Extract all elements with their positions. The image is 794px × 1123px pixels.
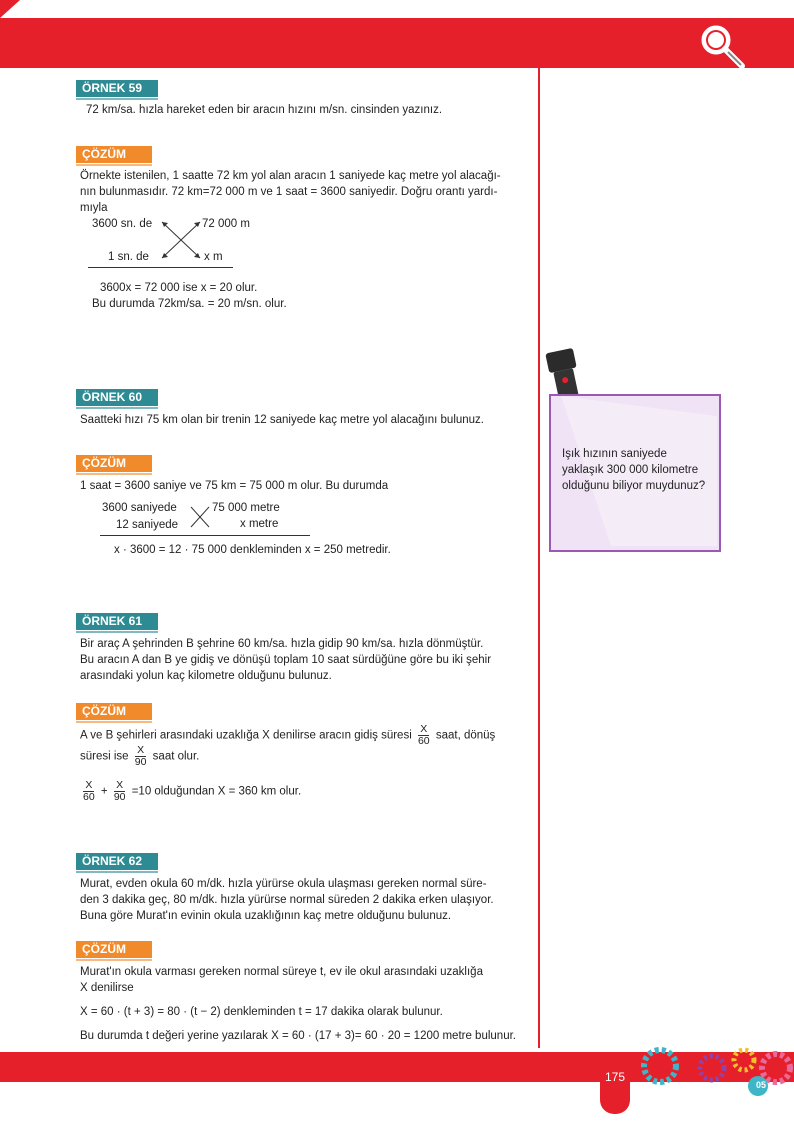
example-60-question: Saatteki hızı 75 km olan bir trenin 12 saniyede kaç metre yol alacağını bulunuz. — [80, 414, 485, 426]
proportion-a: 3600 saniyede — [102, 502, 177, 514]
unit-badge: 05 — [755, 1080, 766, 1090]
question-line: den 3 dakika geç, 80 m/dk. hızla yürürse normal süreden 2 dakika erken ulaşıyor. — [80, 894, 494, 906]
example-59-solution-header: ÇÖZÜM — [76, 146, 152, 163]
result-line: 3600x = 72 000 ise x = 20 olur. — [100, 282, 258, 294]
example-62-question — [80, 876, 532, 924]
cross-arrows-icon — [158, 218, 204, 262]
example-61-question — [80, 636, 532, 684]
solution-line: Örnekte istenilen, 1 saatte 72 km yol alan aracın 1 saniyede kaç metre yol alacağı- — [80, 170, 501, 182]
gears-decoration-icon — [640, 1040, 794, 1100]
question-line: Bir araç A şehrinden B şehrine 60 km/sa. hızla gidip 90 km/sa. hızla dönmüştür. — [80, 638, 484, 650]
proportion-b: 72 000 m — [202, 218, 250, 230]
example-62-solution-header: ÇÖZÜM — [76, 941, 152, 958]
example-61-solution-header: ÇÖZÜM — [76, 703, 152, 720]
solution-line: mıyla — [80, 202, 108, 214]
example-59-question: 72 km/sa. hızla hareket eden bir aracın hızını m/sn. cinsinden yazınız. — [86, 104, 443, 116]
fraction-x-60: $\frac{X}{60}$ — [417, 723, 430, 747]
solution-line: nın bulunmasıdır. 72 km=72 000 m ve 1 saat = 3600 saniyedir. Doğru orantı yardı- — [80, 186, 498, 198]
cross-arrows-icon — [188, 504, 212, 530]
result-line: Bu durumda 72km/sa. = 20 m/sn. olur. — [92, 298, 287, 310]
proportion-a: 3600 sn. de — [92, 218, 153, 230]
fraction-x-90: $\frac{X}{90}$ — [134, 744, 147, 768]
proportion-d: x m — [204, 251, 223, 263]
example-62-solution — [80, 964, 532, 1044]
top-banner — [0, 18, 794, 68]
solution-line: Bu durumda t değeri yerine yazılarak X = 60 · (17 + 3)= 60 · 20 = 1200 metre bulunur. — [80, 1030, 516, 1042]
proportion-underline — [100, 535, 310, 536]
example-62-header: ÖRNEK 62 — [76, 853, 158, 870]
question-line: arasındaki yolun kaç kilometre olduğunu bulunuz. — [80, 670, 332, 682]
example-60-result: x · 3600 = 12 · 75 000 denkleminden x = 250 metredir. — [114, 544, 391, 556]
example-59-header: ÖRNEK 59 — [76, 80, 158, 97]
example-61-result: $\frac{X}{60}$ + $\frac{X}{90}$ =10 olduğundan X = 360 km olur. — [83, 779, 302, 803]
fraction-x-60: $\frac{X}{60}$ — [83, 779, 95, 803]
example-60-header: ÖRNEK 60 — [76, 389, 158, 406]
question-line: Buna göre Murat'ın evinin okula uzaklığının kaç metre olduğunu bulunuz. — [80, 910, 452, 922]
proportion-d: x metre — [240, 518, 279, 530]
example-61-header: ÖRNEK 61 — [76, 613, 158, 630]
question-line: Murat, evden okula 60 m/dk. hızla yürürse okula ulaşması gereken normal süre- — [80, 878, 487, 890]
proportion-b: 75 000 metre — [212, 502, 280, 514]
example-60-solution: 1 saat = 3600 saniye ve 75 km = 75 000 m olur. Bu durumda — [80, 480, 389, 492]
solution-line: Murat'ın okula varması gereken normal süreye t, ev ile okul arasındaki uzaklığa — [80, 966, 483, 978]
solution-line: X = 60 · (t + 3) = 80 · (t − 2) denkleminden t = 17 dakika olarak bulunur. — [80, 1006, 443, 1018]
example-61-solution-line-1: A ve B şehirleri arasındaki uzaklığa X denilirse aracın gidiş süresi $\frac{X}{60}$ saat, dönüş — [80, 723, 496, 747]
proportion-c: 1 sn. de — [108, 251, 149, 263]
top-corner-decoration — [0, 0, 20, 18]
proportion-underline — [88, 267, 233, 268]
solution-line: X denilirse — [80, 982, 134, 994]
fraction-x-90: $\frac{X}{90}$ — [113, 779, 126, 803]
column-divider — [538, 68, 540, 1048]
example-61-solution-line-2: süresi ise $\frac{X}{90}$ saat olur. — [80, 744, 200, 768]
magnifier-icon — [698, 22, 746, 70]
page-number: 175 — [604, 1070, 626, 1084]
info-text: Işık hızının saniyede yaklaşık 300 000 kilometre olduğunu biliyor muydunuz? — [562, 448, 706, 492]
example-59-solution — [80, 168, 530, 216]
example-60-solution-header: ÇÖZÜM — [76, 455, 152, 472]
proportion-c: 12 saniyede — [116, 519, 179, 531]
question-line: Bu aracın A dan B ye gidiş ve dönüşü toplam 10 saat sürdüğüne göre bu iki şehir — [80, 654, 492, 666]
